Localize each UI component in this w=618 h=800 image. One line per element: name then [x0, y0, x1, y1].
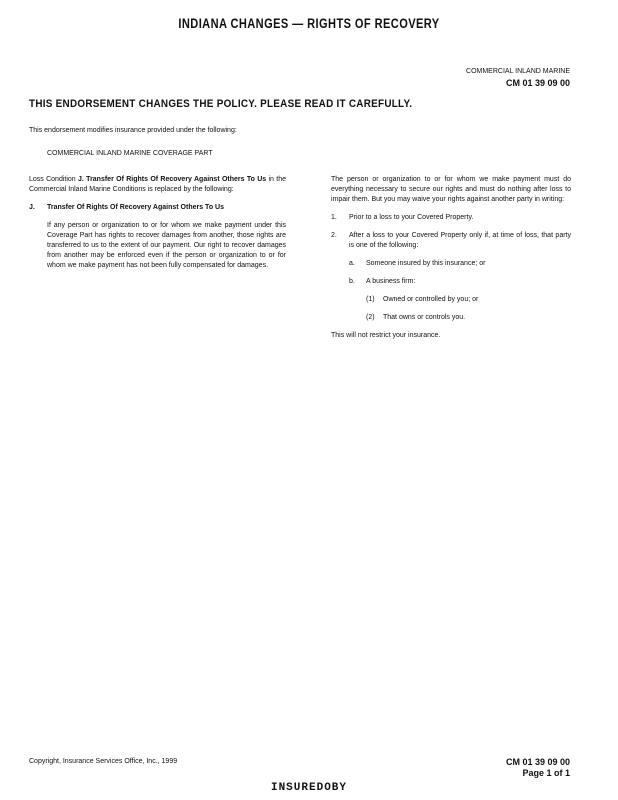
- list-text: After a loss to your Covered Property only if, at time of loss, that party is one of the following:: [349, 232, 571, 249]
- list-number: 2.: [331, 232, 337, 239]
- lead-paragraph: [29, 175, 286, 195]
- condition-item: [29, 203, 286, 213]
- coverage-part-name: COMMERCIAL INLAND MARINE COVERAGE PART: [47, 150, 213, 157]
- endorsement-banner: THIS ENDORSEMENT CHANGES THE POLICY. PLEASE READ IT CAREFULLY.: [29, 98, 413, 110]
- item-number: J.: [29, 204, 35, 211]
- list-text: Prior to a loss to your Covered Property.: [349, 214, 474, 221]
- form-number-footer: CM 01 39 09 00: [505, 757, 570, 767]
- item-heading: Transfer Of Rights Of Recovery Against Others To Us: [47, 204, 224, 211]
- item-body: If any person or organization to or for whom we make payment under this Coverage Part has rights to recover damages from another, those rights are transferred to us to the extent of our payment. Our right to recover damages from another may be enforced even if the person or organization to or for whom we make payment has not been fully compensated for damages.: [47, 222, 286, 269]
- right-column: [331, 175, 571, 349]
- sub-list-item: [349, 277, 571, 287]
- sub-list-number: a.: [349, 260, 355, 267]
- nested-list-item: [366, 295, 571, 305]
- document-title: INDIANA CHANGES — RIGHTS OF RECOVERY: [178, 16, 440, 31]
- nested-list-number: (1): [366, 296, 375, 303]
- form-number-header: CM 01 39 09 00: [505, 78, 570, 88]
- sub-list-item: [349, 259, 571, 269]
- list-item: [331, 231, 571, 251]
- list-number: 1.: [331, 214, 337, 221]
- footer-form-info: [506, 757, 570, 779]
- page-number: Page 1 of 1: [522, 768, 570, 778]
- lead-text-2: in the Commercial Inland Marine Conditions is replaced by the following:: [29, 176, 286, 193]
- closing-statement: This will not restrict your insurance.: [331, 332, 441, 339]
- waiver-paragraph: The person or organization to or for whom we make payment must do everything necessary to secure our rights and must do nothing after loss to impair them. But you may waive your rights against another party in writing:: [331, 176, 571, 203]
- sub-list-text: A business firm:: [366, 278, 416, 285]
- intro-text: This endorsement modifies insurance provided under the following:: [29, 127, 237, 134]
- watermark: INSUREDOBY: [270, 782, 347, 794]
- nested-list-text: Owned or controlled by you; or: [383, 296, 479, 303]
- sub-list-number: b.: [349, 278, 355, 285]
- copyright-notice: Copyright, Insurance Services Office, Inc., 1999: [29, 758, 178, 765]
- nested-list-text: That owns or controls you.: [383, 314, 466, 321]
- nested-list-item: [366, 313, 571, 323]
- lead-text-1: Loss Condition: [29, 176, 79, 183]
- sub-list-text: Someone insured by this insurance; or: [366, 260, 486, 267]
- left-column: [29, 175, 286, 279]
- list-item: [331, 213, 571, 223]
- nested-list-number: (2): [366, 314, 375, 321]
- lead-condition-name: J. Transfer Of Rights Of Recovery Against Others To Us: [78, 176, 267, 183]
- form-line-label: COMMERCIAL INLAND MARINE: [466, 68, 570, 75]
